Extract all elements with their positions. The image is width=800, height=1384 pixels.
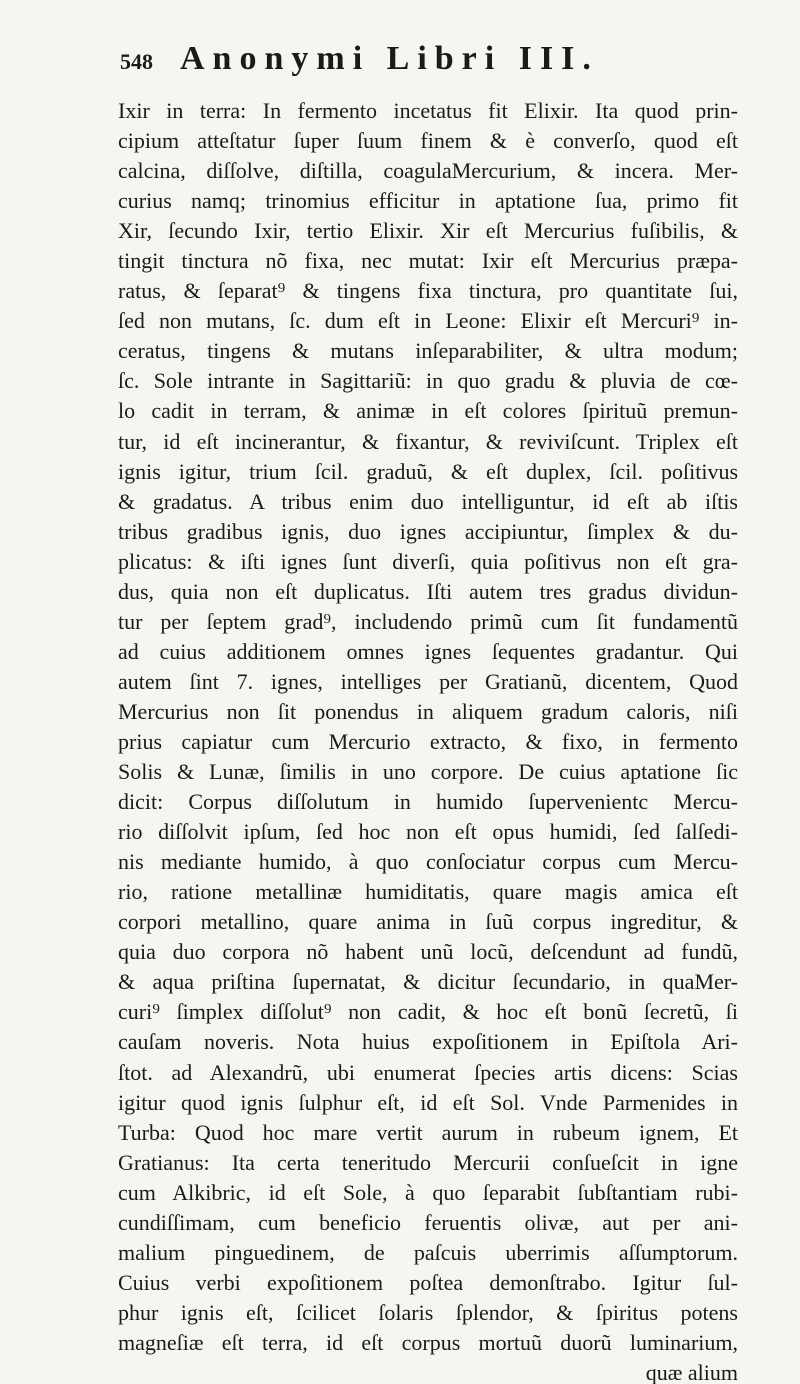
text-line: Gratianus: Ita certa teneritudo Mercurii conſueſcit in igne — [118, 1149, 738, 1175]
text-line: autem ſint 7. ignes, intelliges per Gratianũ, dicentem, Quod — [118, 668, 738, 694]
text-line: cum Alkibric, id eſt Sole, à quo ſeparabit ſubſtantiam rubi- — [118, 1179, 738, 1205]
text-line: prius capiatur cum Mercurio extracto, & fixo, in fermento — [118, 728, 738, 754]
text-line: magneſiæ eſt terra, id eſt corpus mortuũ duorũ luminarium, — [118, 1329, 738, 1355]
text-line: igitur quod ignis ſulphur eſt, id eſt Sol. Vnde Parmenides in — [118, 1089, 738, 1115]
body-text — [118, 96, 738, 1384]
text-line: & aqua priſtina ſupernatat, & dicitur ſecundario, in quaMer- — [118, 969, 738, 995]
text-line: tur per ſeptem grad⁹, includendo primũ cum ſit fundamentũ — [118, 608, 738, 634]
text-line: Mercurius non ſit ponendus in aliquem gradum caloris, niſi — [118, 698, 738, 724]
text-line: dicit: Corpus diſſolutum in humido ſupervenientc Mercu- — [118, 789, 738, 815]
text-line: malium pinguedinem, de paſcuis uberrimis aſſumptorum. — [118, 1239, 738, 1265]
text-line: plicatus: & iſti ignes ſunt diverſi, quia poſitivus non eſt gra- — [118, 548, 738, 574]
text-line: Ixir in terra: In fermento incetatus fit Elixir. Ita quod prin- — [118, 98, 738, 123]
text-line: ceratus, tingens & mutans inſeparabiliter, & ultra modum; — [118, 338, 738, 364]
page-number: 548 — [120, 49, 153, 74]
text-line: dus, quia non eſt duplicatus. Iſti autem tres gradus dividun- — [118, 578, 738, 604]
text-line: ratus, & ſeparat⁹ & tingens fixa tinctura, pro quantitate ſui, — [118, 278, 738, 304]
text-line: cipium atteſtatur ſuper ſuum finem & è converſo, quod eſt — [118, 128, 738, 154]
text-line: curi⁹ ſimplex diſſolut⁹ non cadit, & hoc eſt bonũ ſecretũ, ſi — [118, 999, 738, 1025]
text-line: & gradatus. A tribus enim duo intelliguntur, id eſt ab iſtis — [118, 488, 738, 514]
text-line: quia duo corpora nõ habent unũ locũ, deſcendunt ad fundũ, — [118, 939, 738, 965]
text-line: phur ignis eſt, ſcilicet ſolaris ſplendor, & ſpiritus potens — [118, 1299, 738, 1325]
text-line: calcina, diſſolve, diſtilla, coagulaMercurium, & incera. Mer- — [118, 158, 738, 184]
text-line: cundiſſimam, cum beneficio feruentis olivæ, aut per ani- — [118, 1209, 738, 1235]
text-line: ſed non mutans, ſc. dum eſt in Leone: Elixir eſt Mercuri⁹ in- — [118, 308, 738, 334]
catchword-line: quæ alium — [645, 1359, 738, 1384]
text-line: rio, ratione metallinæ humiditatis, quare magis amica eſt — [118, 879, 738, 905]
text-line: Xir, ſecundo Ixir, tertio Elixir. Xir eſt Mercurius fuſibilis, & — [118, 218, 738, 244]
text-line: ignis igitur, trium ſcil. graduũ, & eſt duplex, ſcil. poſitivus — [118, 458, 738, 484]
text-line: lo cadit in terram, & animæ in eſt colores ſpirituũ premun- — [118, 398, 738, 424]
text-line: curius namq; trinomius efficitur in aptatione ſua, primo fit — [118, 188, 738, 214]
text-line: rio diſſolvit ipſum, ſed hoc non eſt opus humidi, ſed ſalſedi- — [118, 819, 738, 845]
text-line: Cuius verbi expoſitionem poſtea demonſtrabo. Igitur ſul- — [118, 1269, 738, 1295]
text-line: tur, id eſt incinerantur, & fixantur, & reviviſcunt. Triplex eſt — [118, 428, 738, 454]
text-line: tribus gradibus ignis, duo ignes accipiuntur, ſimplex & du- — [118, 518, 738, 544]
text-line: ſtot. ad Alexandrũ, ubi enumerat ſpecies artis dicens: Scias — [118, 1059, 738, 1085]
text-line: Solis & Lunæ, ſimilis in uno corpore. De cuius aptatione ſic — [118, 759, 738, 785]
text-line: Turba: Quod hoc mare vertit aurum in rubeum ignem, Et — [118, 1119, 738, 1145]
text-line: ſc. Sole intrante in Sagittariũ: in quo gradu & pluvia de cœ- — [118, 368, 738, 394]
running-title: Anonymi Libri III. — [180, 40, 599, 77]
text-line: tingit tinctura nõ fixa, nec mutat: Ixir eſt Mercurius præpa- — [118, 248, 738, 274]
text-line: corpori metallino, quare anima in ſuũ corpus ingreditur, & — [118, 909, 738, 935]
text-line: ad cuius additionem omnes ignes ſequentes gradantur. Qui — [118, 638, 738, 664]
text-line: nis mediante humido, à quo conſociatur corpus cum Mercu- — [118, 849, 738, 875]
text-line: cauſam noveris. Nota huius expoſitionem in Epiſtola Ari- — [118, 1029, 738, 1055]
page-header — [120, 40, 710, 84]
